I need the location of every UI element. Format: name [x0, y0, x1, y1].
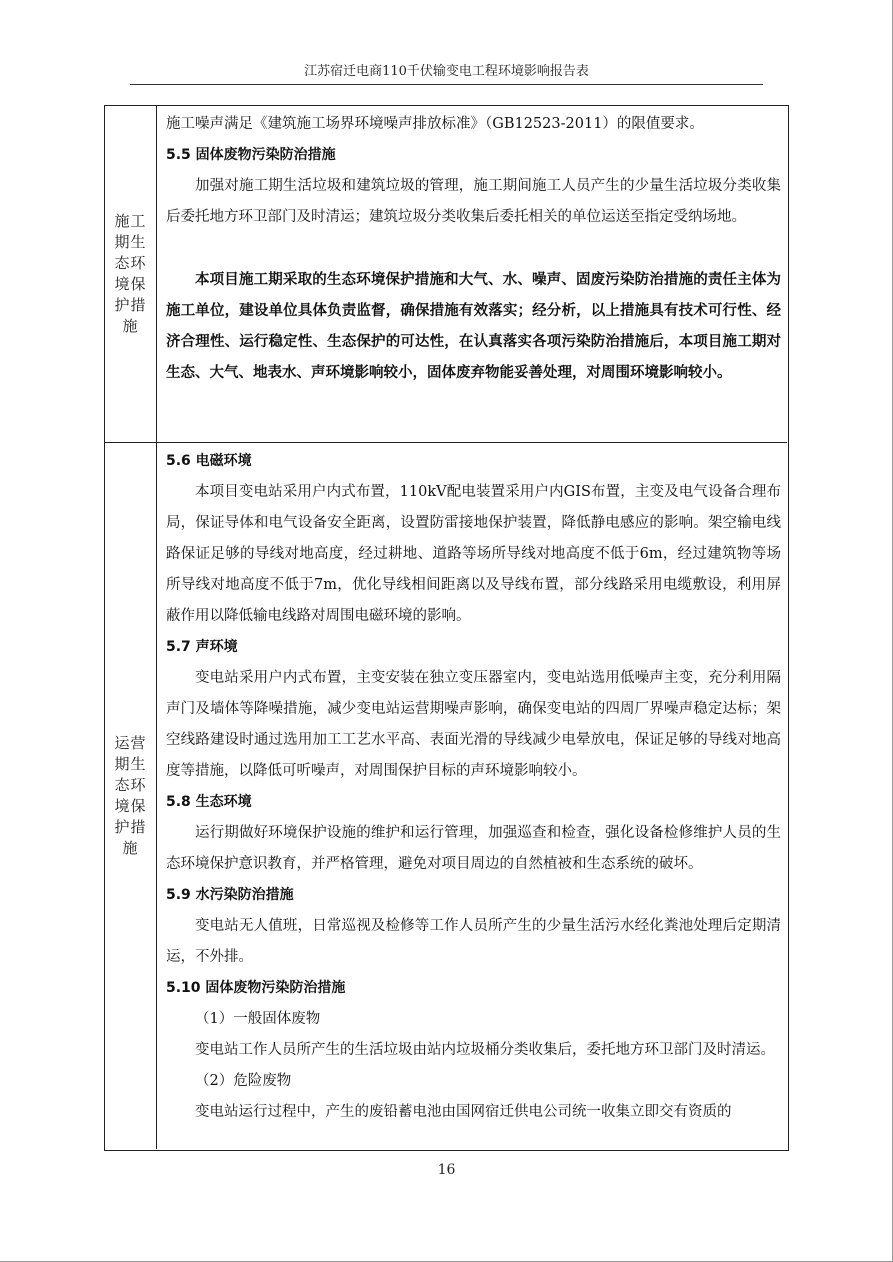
water-paragraph: 变电站无人值班，日常巡视及检修等工作人员所产生的少量生活污水经化粪池处理后定期清运，不外排。 [166, 918, 781, 965]
row-label-cell [105, 443, 157, 1149]
section-heading-5-5: 5.5 固体废物污染防治措施 [166, 147, 336, 163]
noise-standard-paragraph: 施工噪声满足《建筑施工场界环境噪声排放标准》（GB12523-2011）的限值要求。 [166, 116, 704, 132]
table-row-construction [105, 106, 787, 443]
construction-summary-paragraph: 本项目施工期采取的生态环境保护措施和大气、水、噪声、固废污染防治措施的责任主体为施工单位，建设单位具体负责监督，确保措施有效落实；经分析，以上措施具有技术可行性、经济合理性、运行稳定性、生态保护的可达性，在认真落实各项污染防治措施后，本项目施工期对生态、大气、地表水、声环境影响较小，固体废弃物能妥善处理，对周围环境影响较小。 [166, 271, 781, 381]
ecology-paragraph: 运行期做好环境保护设施的维护和运行管理，加强巡查和检查，强化设备检修维护人员的生态环境保护意识教育，并严格管理，避免对项目周边的自然植被和生态系统的破坏。 [166, 825, 781, 872]
header-rule [130, 84, 763, 85]
page-number: 16 [437, 1162, 456, 1178]
general-waste-paragraph: 变电站工作人员所产生的生活垃圾由站内垃圾桶分类收集后，委托地方环卫部门及时清运。 [195, 1042, 775, 1058]
hazardous-waste-paragraph: 变电站运行过程中，产生的废铅蓄电池由国网宿迁供电公司统一收集立即交有资质的 [195, 1104, 732, 1120]
row-label-construction: 施工期生态环境保护措施 [114, 212, 147, 335]
acoustic-paragraph: 变电站采用户内式布置，主变安装在独立变压器室内，变电站选用低噪声主变，充分利用隔声门及墙体等降噪措施，减少变电站运营期噪声影响，确保变电站的四周厂界噪声稳定达标；架空线路建设时通过选用加工工艺水平高、表面光滑的导线减少电晕放电，保证足够的导线对地高度等措施，以降低可听噪声，对周围保护目标的声环境影响较小。 [166, 670, 781, 779]
page-header: 江苏宿迁电商110千伏输变电工程环境影响报告表 [304, 64, 589, 79]
measures-table [104, 105, 789, 1151]
section-heading-5-7: 5.7 声环境 [166, 639, 238, 655]
section-heading-5-8: 5.8 生态环境 [166, 794, 252, 810]
solid-waste-paragraph: 加强对施工期生活垃圾和建筑垃圾的管理，施工期间施工人员产生的少量生活垃圾分类收集后委托地方环卫部门及时清运；建筑垃圾分类收集后委托相关的单位运送至指定受纳场地。 [166, 178, 781, 225]
row-content-construction [157, 106, 787, 442]
paragraph-gap [166, 233, 781, 264]
table-row-operation [105, 443, 787, 1149]
section-heading-5-10: 5.10 固体废物污染防治措施 [166, 980, 346, 996]
row-label-operation: 运营期生态环境保护措施 [114, 734, 147, 857]
section-heading-5-6: 5.6 电磁环境 [166, 453, 252, 469]
general-waste-subheading: （1）一般固体废物 [195, 1011, 321, 1027]
electromagnetic-paragraph: 本项目变电站采用户内式布置，110kV配电装置采用户内GIS布置，主变及电气设备合理布局，保证导体和电气设备安全距离，设置防雷接地保护装置，降低静电感应的影响。架空输电线路保证足够的导线对地高度，经过耕地、道路等场所导线对地高度不低于6m，经过建筑物等场所导线对地高度不低于7m，优化导线相间距离以及导线布置，部分线路采用电缆敷设，利用屏蔽作用以降低输电线路对周围电磁环境的影响。 [166, 484, 781, 624]
row-content-operation [157, 443, 787, 1149]
row-label-cell [105, 106, 157, 442]
section-heading-5-9: 5.9 水污染防治措施 [166, 887, 294, 903]
hazardous-waste-subheading: （2）危险废物 [195, 1073, 292, 1089]
